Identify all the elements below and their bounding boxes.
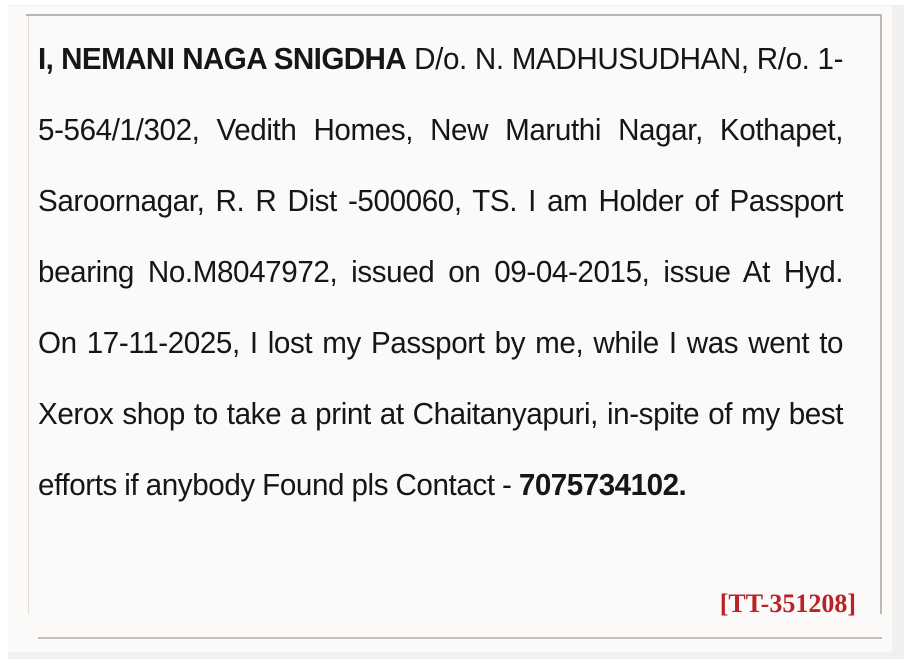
ad-border-right [880, 14, 882, 614]
classified-ad-container [8, 6, 892, 652]
ad-border-bottom [38, 637, 882, 639]
ad-reference-number: [TT-351208] [719, 589, 856, 618]
ad-border-left [28, 16, 29, 614]
ad-lead-text: I, NEMANI NAGA SNIGDHA [38, 42, 407, 76]
ad-body-text: D/o. N. MADHUSUDHAN, R/o. 1-5-564/1/302, Vedith Homes, New Maruthi Nagar, Kothapet, Saroornagar, R. R Dist -500060, TS. I am Holder of Passport bearing No.M8047972, issued on 09-04-2015, issue At Hyd. On 17-11-2025, I lost my Passport by me, while I was went to Xerox shop to take a print at Chaitanyapuri, in-spite of my best efforts if anybody Found pls Contact - [38, 42, 844, 502]
page-margin-top [0, 0, 904, 5]
ad-text-block [38, 24, 843, 521]
ad-border-top [26, 14, 882, 16]
page-margin-left [0, 0, 8, 659]
ad-contact-phone: 7075734102. [518, 468, 687, 502]
